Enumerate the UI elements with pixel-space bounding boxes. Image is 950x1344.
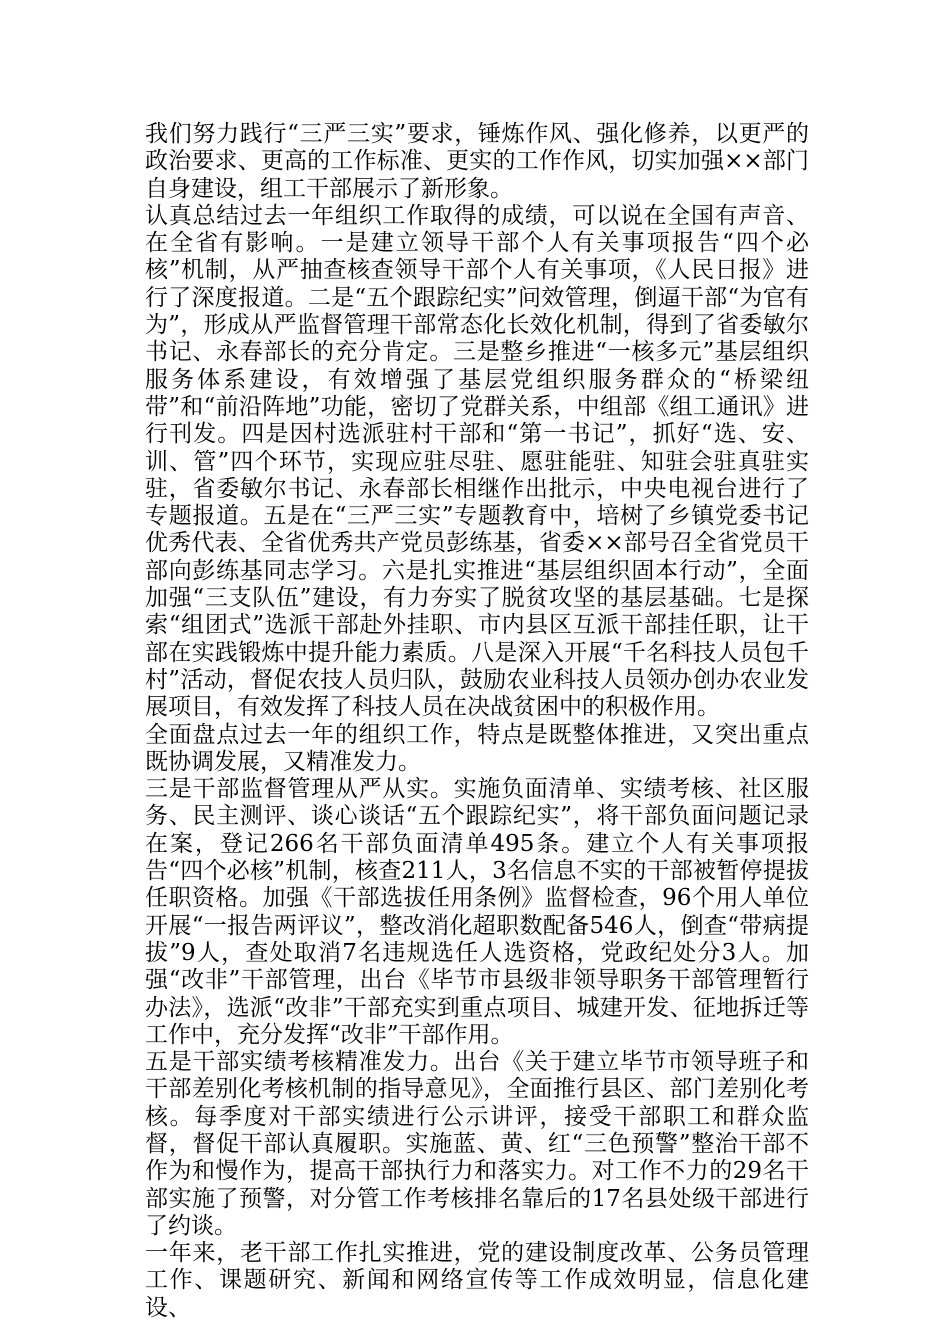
paragraph-achievements: 认真总结过去一年组织工作取得的成绩，可以说在全国有声音、在全省有影响。一是建立领导干部个人有关事项报告“四个必核”机制，从严抽查核查领导干部个人有关事项，《人民日报》进行了深度报道。二是“五个跟踪纪实”问效管理，倒逼干部“为官有为”，形成从严监督管理干部常态化长效化机制，得到了省委敏尔书记、永春部长的充分肯定。三是整乡推进“一核多元”基层组织服务体系建设，有效增强了基层党组织服务群众的“桥梁纽带”和“前沿阵地”功能，密切了党群关系，中组部《组工通讯》进行刊发。四是因村选派驻村干部和“第一书记”，抓好“选、安、训、管”四个环节，实现应驻尽驻、愿驻能驻、知驻会驻真驻实驻，省委敏尔书记、永春部长相继作出批示，中央电视台进行了专题报道。五是在“三严三实”专题教育中，培树了乡镇党委书记优秀代表、全省优秀共产党员彭练基，省委××部号召全省党员干部向彭练基同志学习。六是扎实推进“基层组织固本行动”，全面加强“三支队伍”建设，有力夯实了脱贫攻坚的基层基础。七是探索“组团式”选派干部赴外挂职、市内县区互派干部挂任职，让干部在实践锻炼中提升能力素质。八是深入开展“千名科技人员包千村”活动，督促农技人员归队，鼓励农业科技人员领办创办农业发展项目，有效发挥了科技人员在决战贫困中的积极作用。 [145, 202, 809, 721]
paragraph-self-building: 我们努力践行“三严三实”要求，锤炼作风、强化修养，以更严的政治要求、更高的工作标准、更实的工作作风，切实加强××部门自身建设，组工干部展示了新形象。 [145, 121, 809, 202]
paragraph-supervision: 三是干部监督管理从严从实。实施负面清单、实绩考核、社区服务、民主测评、谈心谈话“五个跟踪纪实”，将干部负面问题记录在案，登记266名干部负面清单495条。建立个人有关事项报告“四个必核”机制，核查211人，3名信息不实的干部被暂停提拔任职资格。加强《干部选拔任用条例》监督检查，96个用人单位开展“一报告两评议”，整改消化超职数配备546人，倒查“带病提拔”9人，查处取消7名违规选任人选资格，党政纪处分3人。加强“改非”干部管理，出台《毕节市县级非领导职务干部管理暂行办法》，选派“改非”干部充实到重点项目、城建开发、征地拆迁等工作中，充分发挥“改非”干部作用。 [145, 776, 809, 1048]
document-page [145, 121, 809, 1322]
paragraph-other-work: 一年来，老干部工作扎实推进，党的建设制度改革、公务员管理工作、课题研究、新闻和网络宣传等工作成效明显，信息化建设、 [145, 1240, 809, 1321]
paragraph-summary: 全面盘点过去一年的组织工作，特点是既整体推进，又突出重点既协调发展，又精准发力。 [145, 721, 809, 775]
paragraph-assessment: 五是干部实绩考核精准发力。出台《关于建立毕节市领导班子和干部差别化考核机制的指导意见》，全面推行县区、部门差别化考核。每季度对干部实绩进行公示讲评，接受干部职工和群众监督，督促干部认真履职。实施蓝、黄、红“三色预警”整治干部不作为和慢作为，提高干部执行力和落实力。对工作不力的29名干部实施了预警，对分管工作考核排名靠后的17名县处级干部进行了约谈。 [145, 1049, 809, 1239]
